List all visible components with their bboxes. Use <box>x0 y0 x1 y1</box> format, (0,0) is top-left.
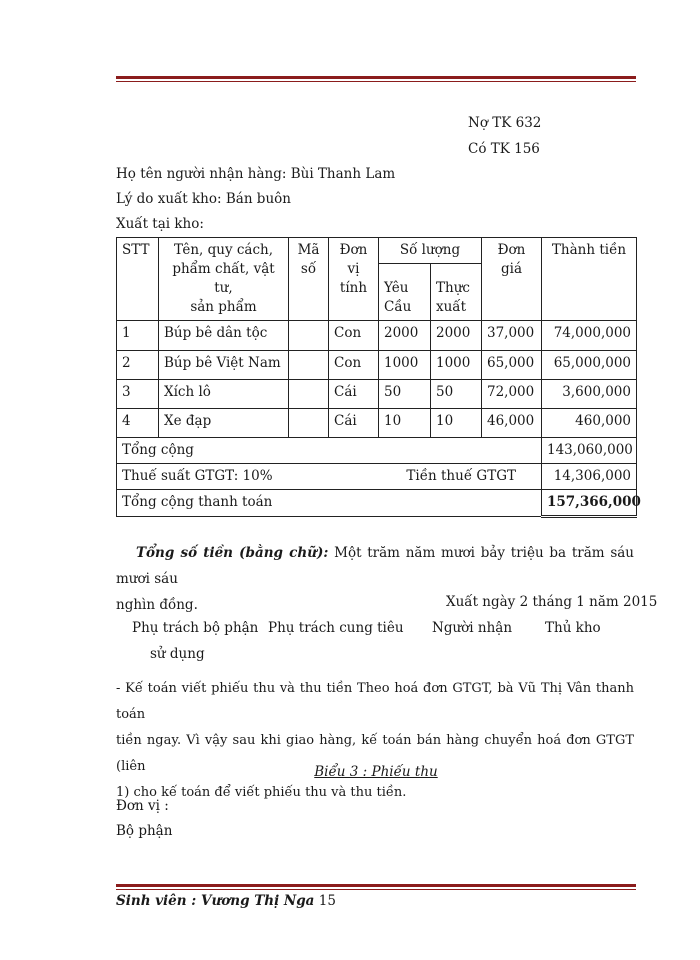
sig-storekeeper: Thủ kho <box>545 620 601 636</box>
warehouse-line: Xuất tại kho: <box>116 216 204 232</box>
header-stt: STT <box>117 238 159 321</box>
footer <box>116 893 336 909</box>
row-qty-required: 2000 <box>379 321 431 351</box>
row-qty-required: 1000 <box>379 351 431 380</box>
header-code: Mã số <box>289 238 329 321</box>
row-qty-actual: 2000 <box>431 321 482 351</box>
row-amount: 3,600,000 <box>542 380 637 409</box>
row-price: 65,000 <box>482 351 542 380</box>
row-amount: 65,000,000 <box>542 351 637 380</box>
row-unit: Con <box>329 321 379 351</box>
amount-words-text-cont: nghìn đồng. <box>116 597 198 613</box>
total-row <box>117 490 637 517</box>
para-line: tiền ngay. Vì vậy sau khi giao hàng, kế toán bán hàng chuyển hoá đơn GTGT (liên <box>116 733 634 774</box>
table-row <box>117 351 637 380</box>
table-row <box>117 409 637 438</box>
header-price: Đơn giá <box>482 238 542 321</box>
table-row <box>117 321 637 351</box>
row-name: Xích lô <box>159 380 289 409</box>
footer-student: Sinh viên : Vương Thị Nga <box>116 893 315 909</box>
issue-date: Xuất ngày 2 tháng 1 năm 2015 <box>446 594 658 610</box>
footer-rule <box>116 884 636 890</box>
sig-supply: Phụ trách cung tiêu <box>268 620 404 636</box>
debit-account: Nợ TK 632 <box>468 115 542 131</box>
vat-amount-label: Tiền thuế GTGT <box>406 468 516 484</box>
department-label: Bộ phận <box>116 823 173 839</box>
row-stt: 3 <box>117 380 159 409</box>
header-qty-actual: Thực xuất <box>431 264 482 321</box>
table-row <box>117 380 637 409</box>
row-price: 46,000 <box>482 409 542 438</box>
row-code <box>289 351 329 380</box>
vat-rate: Thuế suất GTGT: 10% <box>122 468 273 484</box>
row-qty-required: 10 <box>379 409 431 438</box>
row-code <box>289 409 329 438</box>
subtotal-row <box>117 438 637 464</box>
row-unit: Con <box>329 351 379 380</box>
row-price: 37,000 <box>482 321 542 351</box>
row-stt: 2 <box>117 351 159 380</box>
total-value: 157,366,000 <box>542 490 637 517</box>
vat-cell <box>117 464 542 490</box>
row-unit: Cái <box>329 409 379 438</box>
subtotal-label: Tổng cộng <box>117 438 542 464</box>
subtotal-value: 143,060,000 <box>542 438 637 464</box>
amount-words-text: Một trăm năm mươi bảy triệu ba trăm sáu mươi sáu <box>116 545 635 587</box>
row-unit: Cái <box>329 380 379 409</box>
row-qty-actual: 50 <box>431 380 482 409</box>
sig-dept-cont: sử dụng <box>150 646 205 662</box>
vat-row <box>117 464 637 490</box>
header-rule <box>116 76 636 82</box>
row-qty-actual: 10 <box>431 409 482 438</box>
row-price: 72,000 <box>482 380 542 409</box>
credit-account: Có TK 156 <box>468 141 540 157</box>
header-unit: Đơn vị tính <box>329 238 379 321</box>
sig-dept: Phụ trách bộ phận <box>132 620 259 636</box>
row-qty-actual: 1000 <box>431 351 482 380</box>
header-quantity: Số lượng <box>379 238 482 264</box>
header-name: Tên, quy cách, phẩm chất, vật tư, sản phẩm <box>159 238 289 321</box>
total-label: Tổng cộng thanh toán <box>117 490 542 517</box>
sig-receiver: Người nhận <box>432 620 513 636</box>
table-header-row <box>117 238 637 264</box>
row-code <box>289 321 329 351</box>
vat-amount-value: 14,306,000 <box>542 464 637 490</box>
row-stt: 1 <box>117 321 159 351</box>
row-stt: 4 <box>117 409 159 438</box>
unit-label: Đơn vị : <box>116 798 169 814</box>
row-qty-required: 50 <box>379 380 431 409</box>
header-amount: Thành tiền <box>542 238 637 321</box>
para-line: 1) cho kế toán để viết phiếu thu và thu tiền. <box>116 785 407 800</box>
page-number: 15 <box>314 893 336 909</box>
description-paragraph <box>116 676 634 806</box>
exhibit-title: Biểu 3 : Phiếu thu <box>314 764 438 780</box>
row-amount: 74,000,000 <box>542 321 637 351</box>
reason-line: Lý do xuất kho: Bán buôn <box>116 191 291 207</box>
row-code <box>289 380 329 409</box>
receiver-line: Họ tên người nhận hàng: Bùi Thanh Lam <box>116 166 396 182</box>
row-name: Búp bê Việt Nam <box>159 351 289 380</box>
row-amount: 460,000 <box>542 409 637 438</box>
row-name: Xe đạp <box>159 409 289 438</box>
amount-words-label: Tổng số tiền (bằng chữ): <box>136 545 329 561</box>
goods-table <box>116 237 641 518</box>
header-qty-required: Yêu Cầu <box>379 264 431 321</box>
para-line: - Kế toán viết phiếu thu và thu tiền Theo hoá đơn GTGT, bà Vũ Thị Vân thanh toán <box>116 681 634 722</box>
row-name: Búp bê dân tộc <box>159 321 289 351</box>
